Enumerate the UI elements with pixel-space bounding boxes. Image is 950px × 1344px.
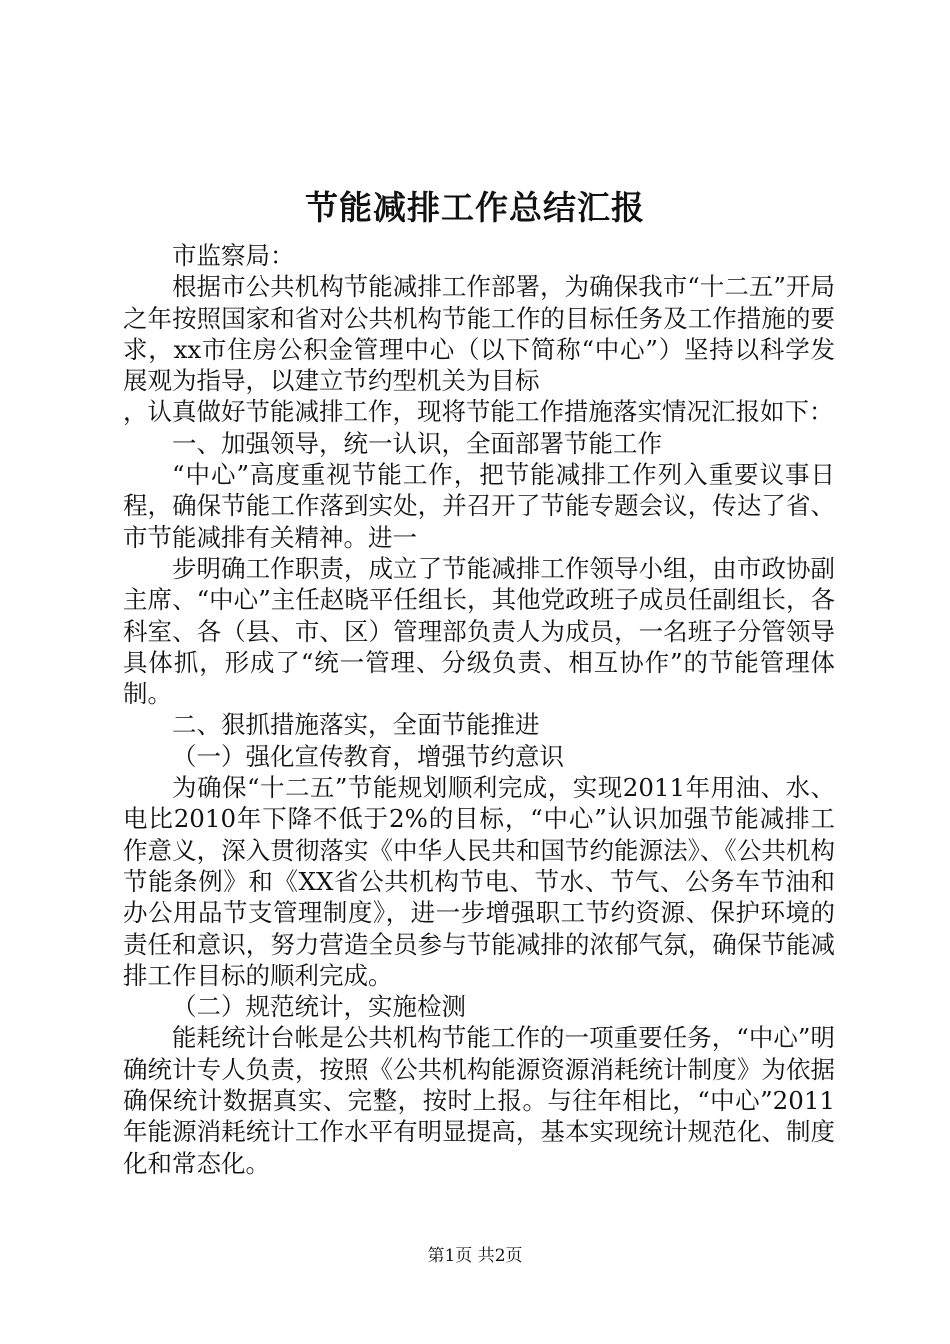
- section-heading-1: 一、加强领导，统一认识，全面部署节能工作: [172, 428, 662, 458]
- recipient-line: 市监察局：: [172, 241, 295, 270]
- document-body: [123, 240, 835, 1179]
- paragraph-section1-a: “中心”高度重视节能工作，把节能减排工作列入重要议事日程，确保节能工作落到实处，并召开了节能专题会议，传达了省、市节能减排有关精神。进一: [123, 460, 835, 552]
- paragraph-intro: 根据市公共机构节能减排工作部署，为确保我市“十二五”开局之年按照国家和省对公共机构节能工作的目标任务及工作措施的要求，xx市住房公积金管理中心（以下简称“中心”）坚持以科学发展观为指导，以建立节约型机关为目标: [123, 272, 835, 396]
- paragraph-subsection2: 能耗统计台帐是公共机构节能工作的一项重要任务，“中心”明确统计专人负责，按照《公共机构能源资源消耗统计制度》为依据确保统计数据真实、完整，按时上报。与往年相比，“中心”2011年能源消耗统计工作水平有明显提高，基本实现统计规范化、制度化和常态化。: [123, 1023, 835, 1178]
- section-heading-2: 二、狠抓措施落实，全面节能推进: [172, 710, 540, 740]
- page-footer: 第1页 共2页: [427, 1246, 523, 1266]
- subsection-heading-2: （二）规范统计，实施检测: [172, 992, 466, 1022]
- subsection-heading-1: （一）强化宣传教育，增强节约意识: [172, 741, 564, 771]
- paragraph-intro-continued: ，认真做好节能减排工作，现将节能工作措施落实情况汇报如下：: [123, 397, 834, 427]
- paragraph-section1-b: 步明确工作职责，成立了节能减排工作领导小组，由市政协副主席、“中心”主任赵晓平任组长，其他党政班子成员任副组长，各科室、各（县、市、区）管理部负责人为成员，一名班子分管领导具体抓，形成了“统一管理、分级负责、相互协作”的节能管理体制。: [123, 553, 835, 709]
- page-title: 节能减排工作总结汇报: [305, 188, 645, 227]
- paragraph-subsection1: 为确保“十二五”节能规划顺利完成，实现2011年用油、水、电比2010年下降不低于2%的目标，“中心”认识加强节能减排工作意义，深入贯彻落实《中华人民共和国节约能源法》、《公共机构节能条例》和《XX省公共机构节电、节水、节气、公务车节油和办公用品节支管理制度》，进一步增强职工节约资源、保护环境的责任和意识，努力营造全员参与节能减排的浓郁气氛，确保节能减排工作目标的顺利完成。: [123, 773, 835, 990]
